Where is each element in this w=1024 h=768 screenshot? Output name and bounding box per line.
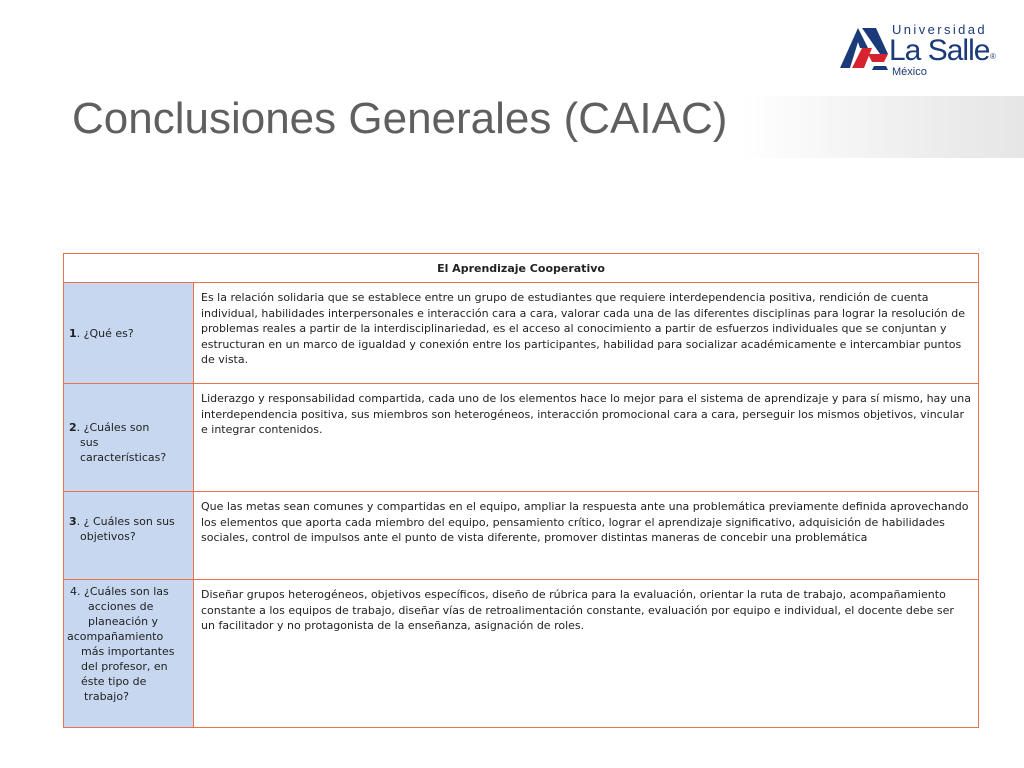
logo-text-universidad: Universidad <box>892 22 988 37</box>
question-text: . ¿ Cuáles son sus <box>76 515 175 528</box>
answer-cell: Es la relación solidaria que se establece entre un grupo de estudiantes que requiere interdependencia positiva, rendición de cuenta individual, habilidades interpersonales e interacción cara a cara, valorar cada una de las diferentes disciplinas para lograr la resolución de problemas reales a partir de la interdisciplinariedad, es el acceso al conocimiento a partir de esfuerzos individuales que se conjuntan y estructuran en un marco de igualdad y conexión entre los participantes, habilidad para socializar académicamente e intercambiar puntos de vista. <box>194 283 979 384</box>
table-header-row <box>64 254 979 283</box>
table-row <box>64 283 979 384</box>
question-line: objetivos? <box>80 530 136 543</box>
answer-cell: Liderazgo y responsabilidad compartida, cada uno de los elementos hace lo mejor para el sistema de aprendizaje y para sí mismo, hay una interdependencia positiva, sus miembros son heterogéneos, interacción promocional cara a cara, perseguir los mismos objetivos, vincular e integrar contenidos. <box>194 384 979 492</box>
table-header: El Aprendizaje Cooperativo <box>64 254 979 283</box>
question-line <box>69 496 188 529</box>
answer-cell: Que las metas sean comunes y compartidas en el equipo, ampliar la respuesta ante una problemática previamente definida aprovechando los elementos que aporta cada miembro del equipo, pensamiento crítico, lograr el aprendizaje significativo, adquisición de habilidades sociales, control de impulsos ante el punto de vista diferente, promover distintas maneras de concebir una problemática <box>194 492 979 580</box>
table-row <box>64 580 979 728</box>
question-line: características? <box>80 451 167 464</box>
question-cell <box>64 283 194 384</box>
question-cell <box>64 580 194 728</box>
question-line: acciones de <box>88 600 154 613</box>
question-number: 2 <box>69 421 77 434</box>
cooperative-learning-table <box>63 253 979 728</box>
question-line: más importantes <box>81 645 175 658</box>
table-row <box>64 384 979 492</box>
answer-cell: Diseñar grupos heterogéneos, objetivos específicos, diseño de rúbrica para la evaluación, orientar la ruta de trabajo, acompañamiento constante a los equipos de trabajo, diseñar vías de retroalimentación constante, evaluación por equipo e individual, el docente debe ser un facilitador y no protagonista de la enseñanza, asignación de roles. <box>194 580 979 728</box>
question-cell <box>64 492 194 580</box>
question-line: planeación y <box>88 615 159 628</box>
question-number: 3 <box>69 515 77 528</box>
university-logo <box>838 20 1018 80</box>
title-background-band <box>740 96 1024 158</box>
la-salle-emblem-icon <box>838 24 890 70</box>
question-number: 1 <box>69 326 77 340</box>
question-text: . ¿Qué es? <box>76 326 134 340</box>
question-line: 4. ¿Cuáles son las <box>70 585 169 598</box>
logo-text-mexico: México <box>892 66 927 78</box>
question-line: trabajo? <box>84 690 129 703</box>
question-line: acompañamiento <box>67 630 164 643</box>
question-line <box>69 404 188 435</box>
question-cell <box>64 384 194 492</box>
logo-text-lasalle: La Salle <box>889 34 990 67</box>
slide-title: Conclusiones Generales (CAIAC) <box>72 94 728 143</box>
question-line: sus <box>80 436 99 449</box>
registered-mark: ® <box>990 52 996 61</box>
question-line: éste tipo de <box>81 675 147 688</box>
question-line: del profesor, en <box>81 660 168 673</box>
question-text: . ¿Cuáles son <box>76 421 150 434</box>
table-row <box>64 492 979 580</box>
